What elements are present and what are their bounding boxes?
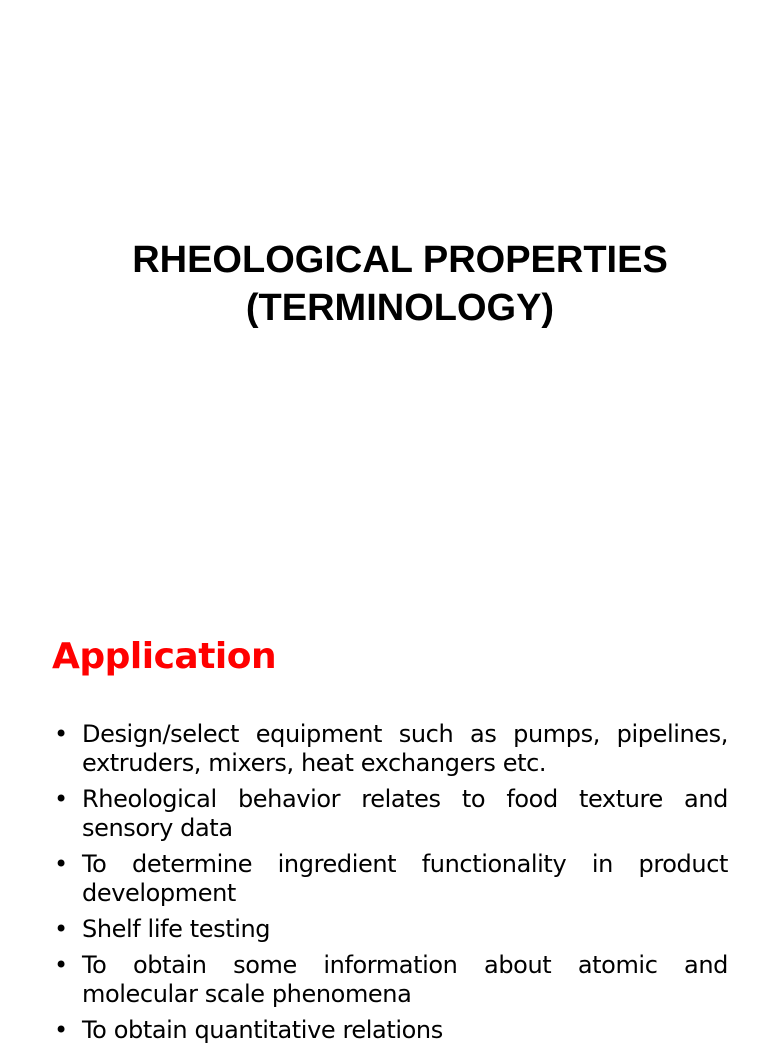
slide-title-line-2: (TERMINOLOGY) <box>245 287 555 329</box>
bullet-icon: • <box>54 850 68 878</box>
list-item-text: Design/select equipment such as pumps, pipelines, extruders, mixers, heat exchangers etc. <box>82 720 728 777</box>
list-item <box>52 850 728 908</box>
application-heading: Application <box>52 636 277 677</box>
list-item-text: Rheological behavior relates to food texture and sensory data <box>82 785 728 842</box>
list-item <box>52 915 728 944</box>
bullet-icon: • <box>54 951 68 979</box>
slide-title-line-1: RHEOLOGICAL PROPERTIES <box>132 239 668 281</box>
slide-title <box>0 236 768 332</box>
list-item-text: To obtain some information about atomic and molecular scale phenomena <box>82 951 728 1008</box>
list-item <box>52 720 728 778</box>
bullet-icon: • <box>54 915 68 943</box>
list-item-text: To obtain quantitative relations <box>82 1016 443 1044</box>
list-item <box>52 951 728 1009</box>
bullet-icon: • <box>54 720 68 748</box>
application-list <box>52 720 728 1052</box>
list-item-text: Shelf life testing <box>82 915 271 943</box>
list-item-text: To determine ingredient functionality in product development <box>82 850 728 907</box>
bullet-icon: • <box>54 1016 68 1044</box>
list-item <box>52 1016 728 1045</box>
list-item <box>52 785 728 843</box>
bullet-icon: • <box>54 785 68 813</box>
